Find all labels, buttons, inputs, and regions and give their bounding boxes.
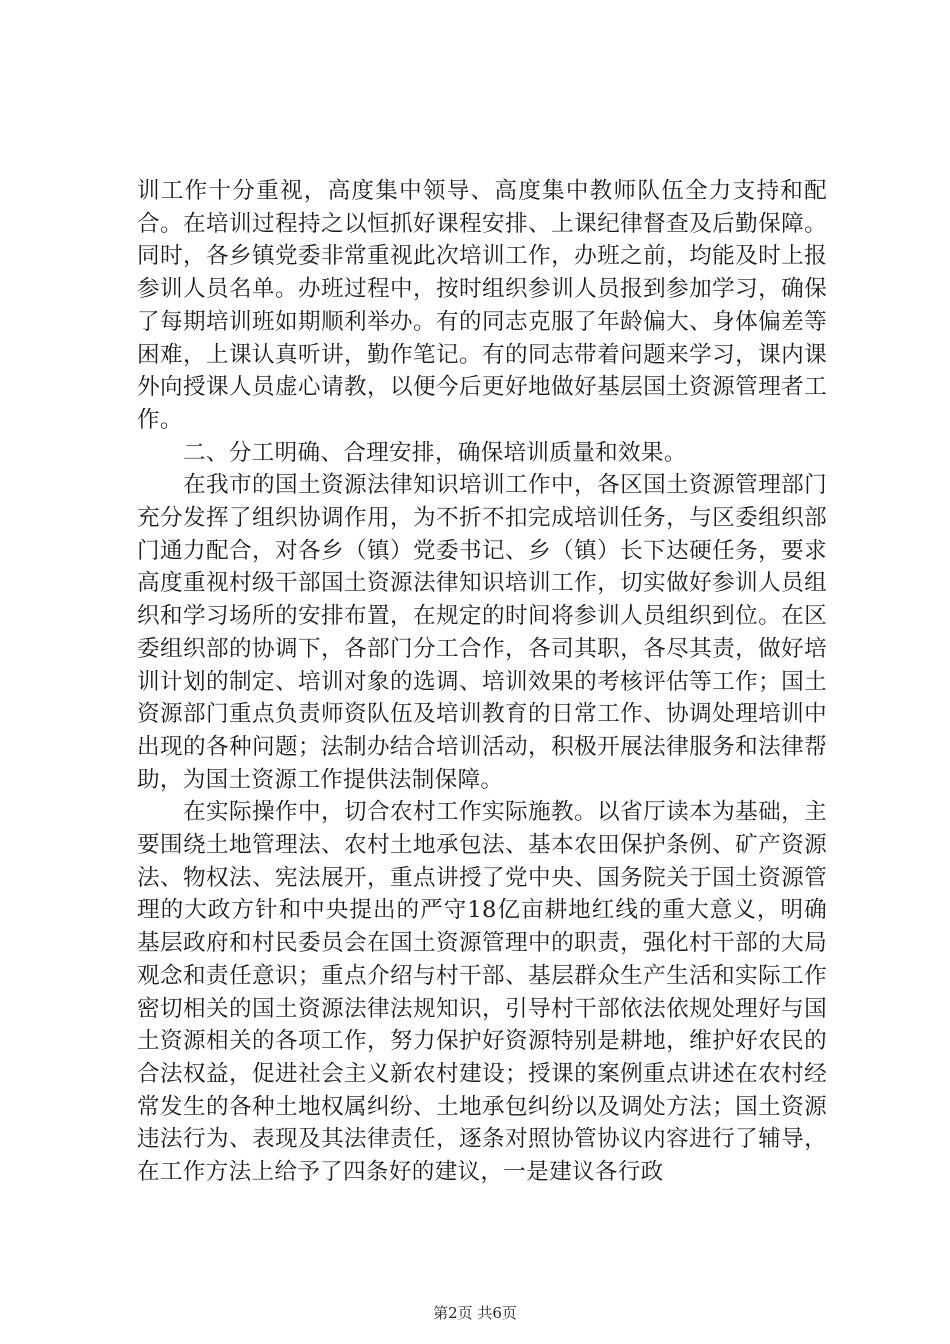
paragraph-organization-coordination: 在我市的国土资源法律知识培训工作中，各区国土资源管理部门充分发挥了组织协调作用，为不折不扣完成培训任务，与区委组织部门通力配合，对各乡（镇）党委书记、乡（镇）长下达硬任务，要求高度重视村级干部国土资源法律知识培训工作，切实做好参训人员组织和学习场所的安排布置，在规定的时间将参训人员组织到位。在区委组织部的协调下，各部门分工合作，各司其职，各尽其责，做好培训计划的制定、培训对象的选调、培训效果的考核评估等工作；国土资源部门重点负责师资队伍及培训教育的日常工作、协调处理培训中出现的各种问题；法制办结合培训活动，积极开展法律服务和法律帮助，为国土资源工作提供法制保障。 [137,472,827,793]
paragraph-practical-teaching: 在实际操作中，切合农村工作实际施教。以省厅读本为基础，主要围绕土地管理法、农村土地承包法、基本农田保护条例、矿产资源法、物权法、宪法展开，重点讲授了党中央、国务院关于国土资源管理的大政方针和中央提出的严守18亿亩耕地红线的重大意义，明确基层政府和村民委员会在国土资源管理中的职责，强化村干部的大局观念和责任意识；重点介绍与村干部、基层群众生产生活和实际工作密切相关的国土资源法律法规知识，引导村干部依法依规处理好与国土资源相关的各项工作，努力保护好资源特别是耕地，维护好农民的合法权益，促进社会主义新农村建设；授课的案例重点讲述在农村经常发生的各种土地权属纠纷、土地承包纠纷以及调处方法；国土资源违法行为、表现及其法律责任，逐条对照协管协议内容进行了辅导，在工作方法上给予了四条好的建议，一是建议各行政 [137,799,827,1186]
paragraph-training-support: 训工作十分重视，高度集中领导、高度集中教师队伍全力支持和配合。在培训过程持之以恒抓好课程安排、上课纪律督查及后勤保障。同时，各乡镇党委非常重视此次培训工作，办班之前，均能及时上报参训人员名单。办班过程中，按时组织参训人员报到参加学习，确保了每期培训班如期顺利举办。有的同志克服了年龄偏大、身体偏差等困难，上课认真听讲，勤作笔记。有的同志带着问题来学习，课内课外向授课人员虚心请教，以便今后更好地做好基层国土资源管理者工作。 [137,178,827,433]
section-heading-division-of-labor: 二、分工明确、合理安排，确保培训质量和效果。 [183,439,687,466]
page-number-footer: 第2页 共6页 [433,1304,517,1322]
body-text [137,175,827,1189]
